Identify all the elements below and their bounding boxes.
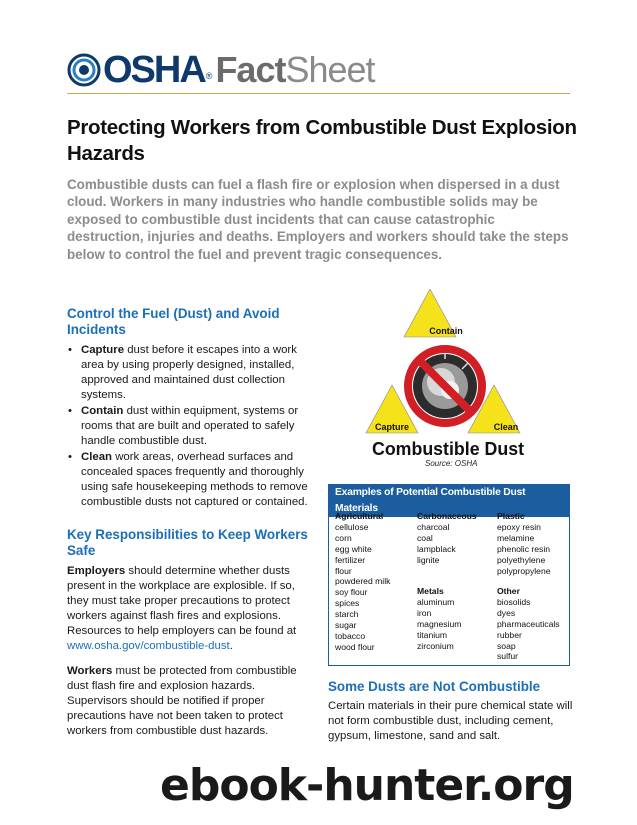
figure-caption: Combustible Dust <box>372 439 524 459</box>
material-item: biosolids <box>497 596 531 607</box>
materials-table-heading: Examples of Potential Combustible Dust Materials <box>329 485 569 517</box>
material-item: sugar <box>335 620 357 631</box>
material-item: polyethylene <box>497 554 546 565</box>
other-column <box>497 586 560 662</box>
term-contain: Contain <box>81 405 124 417</box>
control-heading: Control the Fuel (Dust) and Avoid Incidents <box>67 306 280 337</box>
responsibilities-heading: Key Responsibilities to Keep Workers Safe <box>67 527 308 558</box>
header-divider <box>67 93 570 94</box>
logo-osha-text: OSHA <box>103 49 205 91</box>
osha-factsheet-logo <box>67 50 375 90</box>
list-item <box>67 404 317 449</box>
term-employers: Employers <box>67 565 126 577</box>
not-combustible-section <box>328 679 573 744</box>
employers-text: should determine whether dusts present in the workplace are explosible. If so, they must take proper precautions to protect workers against flash fires and explosions. Resources to help employers can be found at <box>67 565 297 637</box>
not-combustible-heading: Some Dusts are Not Combustible <box>328 679 541 694</box>
agricultural-column <box>335 511 390 653</box>
material-item: cellulose <box>335 521 369 532</box>
clean-text: work areas, overhead surfaces and concealed spaces frequently and thoroughly using safe housekeeping methods to remove combustible dusts not captured or contained. <box>81 451 308 508</box>
material-item: tobacco <box>335 630 366 641</box>
material-item: polypropylene <box>497 565 551 576</box>
material-item: titanium <box>417 629 448 640</box>
list-item <box>67 450 317 510</box>
column-header: Plastic <box>497 511 525 521</box>
logo-sheet-text: Sheet <box>285 49 375 90</box>
clean-label: Clean <box>493 422 519 432</box>
material-item: iron <box>417 607 432 618</box>
control-list <box>67 343 317 510</box>
material-item: rubber <box>497 629 522 640</box>
plastic-column <box>497 511 551 576</box>
employers-end: . <box>229 640 233 652</box>
material-item: magnesium <box>417 618 462 629</box>
metals-column <box>417 586 461 651</box>
osha-logo-icon <box>67 53 101 87</box>
material-item: spices <box>335 598 360 609</box>
term-clean: Clean <box>81 451 113 463</box>
combustible-dust-diagram <box>362 289 542 471</box>
capture-text: dust before it escapes into a work area by using properly designed, installed, approved and maintained dust collection systems. <box>81 344 297 401</box>
material-item: starch <box>335 609 359 620</box>
column-header: Other <box>497 586 520 596</box>
material-item: zirconium <box>417 640 454 651</box>
material-item: phenolic resin <box>497 543 551 554</box>
material-item: flour <box>335 565 352 576</box>
watermark-text: ebook-hunter.org <box>160 760 574 811</box>
contain-text: dust within equipment, systems or rooms that are built and operated to safely handle combustible dust. <box>81 405 299 447</box>
term-workers: Workers <box>67 665 113 677</box>
material-item: melamine <box>497 532 535 543</box>
combustible-dust-link[interactable]: www.osha.gov/combustible-dust <box>67 640 230 652</box>
carbonaceous-column <box>417 511 477 566</box>
material-item: sulfur <box>497 651 519 662</box>
material-item: aluminum <box>417 596 455 607</box>
intro-paragraph: Combustible dusts can fuel a flash fire or explosion when dispersed in a dust cloud. Workers in many industries who handle combustible solids may be exposed to combustible dust incidents that can cause catastrophic destruction, injuries and deaths. Employers and workers should take the steps below to control the fuel and prevent tragic consequences. <box>67 177 569 262</box>
materials-table <box>328 484 570 666</box>
capture-label: Capture <box>374 422 410 432</box>
contain-label: Contain <box>429 326 463 336</box>
column-header: Carbonaceous <box>417 511 477 521</box>
material-item: corn <box>335 532 352 543</box>
material-item: coal <box>417 532 433 543</box>
employers-paragraph <box>67 564 317 654</box>
material-item: dyes <box>497 607 516 618</box>
figure-source: Source: OSHA <box>425 459 478 468</box>
material-item: soy flour <box>335 587 368 598</box>
material-item: powdered milk <box>335 576 391 587</box>
material-item: pharmaceuticals <box>497 618 560 629</box>
material-item: egg white <box>335 543 372 554</box>
material-item: soap <box>497 640 516 651</box>
list-item <box>67 343 317 403</box>
column-header: Metals <box>417 586 444 596</box>
logo-fact-text: Fact <box>215 49 286 90</box>
logo-registered-mark: ® <box>205 71 213 81</box>
workers-paragraph <box>67 664 317 739</box>
material-item: wood flour <box>335 641 375 652</box>
material-item: fertilizer <box>335 554 366 565</box>
not-combustible-text: Certain materials in their pure chemical state will not form combustible dust, including cement, gypsum, limestone, sand and salt. <box>328 700 573 742</box>
term-capture: Capture <box>81 344 125 356</box>
material-item: lignite <box>417 554 440 565</box>
page-title: Protecting Workers from Combustible Dust Explosion Hazards <box>67 116 577 165</box>
material-item: epoxy resin <box>497 521 541 532</box>
column-header: Agricultural <box>335 511 384 521</box>
material-item: charcoal <box>417 521 450 532</box>
material-item: lampblack <box>417 543 456 554</box>
left-column <box>67 306 317 739</box>
workers-text: must be protected from combustible dust flash fire and explosion hazards. Supervisors should be notified if proper precautions have not been taken to protect workers from combustible dust hazards. <box>67 665 297 737</box>
